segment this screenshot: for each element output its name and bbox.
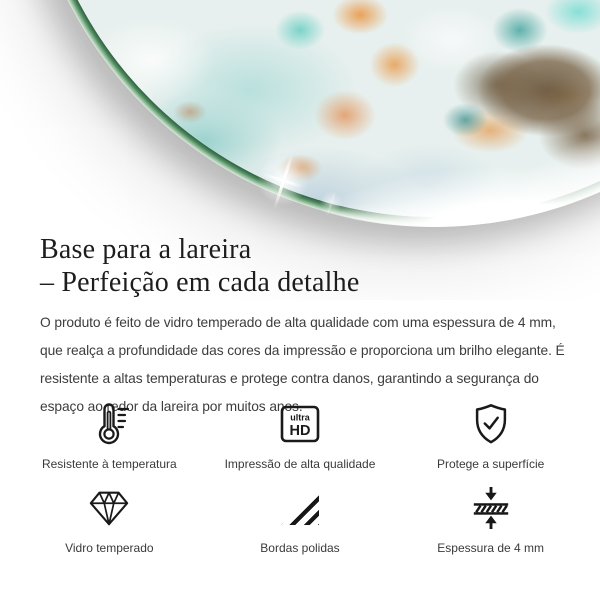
feature-temperature [14,398,205,482]
feature-polished-edges [205,482,396,566]
page-title-line2: – Perfeição em cada detalhe [40,267,360,298]
svg-text:ultra: ultra [290,412,310,423]
feature-tempered-glass [14,482,205,566]
page-title [40,233,359,299]
feature-thickness [395,482,586,566]
glass-disc [24,0,600,226]
thermometer-icon [85,400,133,448]
thickness-icon [470,485,512,531]
feature-grid [14,398,586,566]
feature-label: Resistente à temperatura [41,457,177,471]
marble-print [33,0,600,217]
feature-label: Bordas polidas [260,541,340,555]
polished-edges-icon [281,491,319,525]
feature-label: Impressão de alta qualidade [224,457,376,471]
diamond-icon [86,487,132,529]
feature-label: Espessura de 4 mm [437,541,545,555]
feature-print-quality [205,398,396,482]
svg-text:HD: HD [289,423,311,439]
ultra-hd-icon [280,405,320,443]
feature-surface-protection [395,398,586,482]
product-description: O produto é feito de vidro temperado de alta qualidade com uma espessura de 4 mm, que realça a profundidade das cores da impressão e proporciona um brilho elegante. É resistente a altas temperaturas e protege contra danos, garantindo a segurança do espaço ao redor da lareira por muitos anos. [40,315,565,414]
feature-label: Vidro temperado [65,541,154,555]
page-title-line1: Base para a lareira [40,234,252,265]
feature-label: Protege a superfície [436,457,545,471]
shield-check-icon [469,401,513,447]
